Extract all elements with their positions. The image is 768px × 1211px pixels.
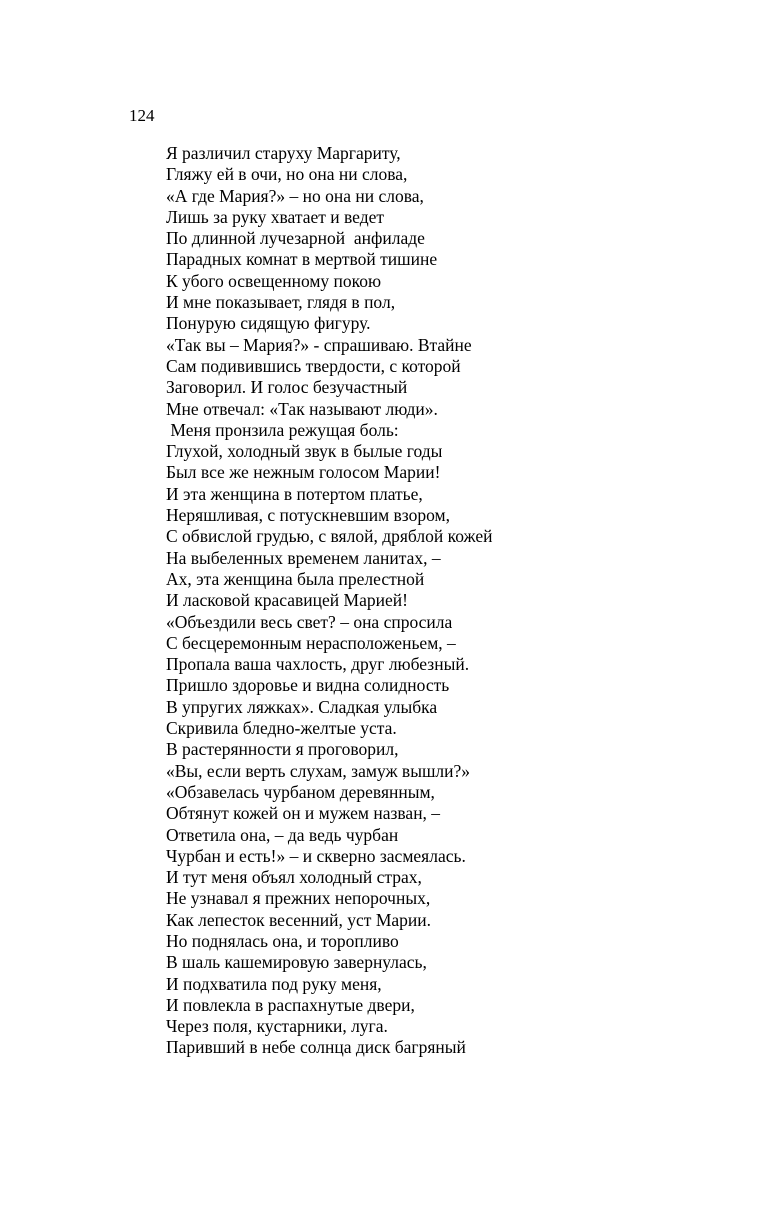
poem-line: В растерянности я проговорил,	[166, 739, 399, 760]
poem-line: Парадных комнат в мертвой тишине	[166, 249, 438, 270]
poem-line: Не узнавал я прежних непорочных,	[166, 888, 431, 909]
poem-line: И ласковой красавицей Марией!	[166, 590, 408, 611]
poem-line: И мне показывает, глядя в пол,	[166, 292, 396, 313]
poem-line: Пришло здоровье и видна солидность	[166, 675, 450, 696]
poem-line: Чурбан и есть!» – и скверно засмеялась.	[166, 845, 466, 866]
poem-line: Понурую сидящую фигуру.	[166, 313, 371, 334]
poem-line: «Так вы – Мария?» - спрашиваю. Втайне	[166, 334, 472, 355]
poem-line: Сам подивившись твердости, с которой	[166, 355, 461, 376]
page-number: 124	[129, 106, 155, 125]
poem-line: Как лепесток весенний, уст Марии.	[166, 909, 432, 930]
poem-line: Пропала ваша чахлость, друг любезный.	[166, 654, 470, 675]
poem-text	[166, 143, 726, 1059]
poem-line: Заговорил. И голос безучастный	[166, 377, 408, 398]
poem-line: Лишь за руку хватает и ведет	[166, 206, 385, 227]
poem-line: И подхватила под руку меня,	[166, 973, 382, 994]
poem-line: Через поля, кустарники, луга.	[166, 1016, 388, 1037]
poem-line: Я различил старуху Маргариту,	[166, 143, 401, 163]
poem-line: «Объездили весь свет? – она спросила	[166, 611, 453, 632]
poem-line: «Обзавелась чурбаном деревянным,	[166, 781, 435, 802]
poem-line: Но поднялась она, и торопливо	[166, 930, 399, 951]
poem-line: В упругих ляжках». Сладкая улыбка	[166, 696, 438, 717]
poem-line: Был все же нежным голосом Марии!	[166, 462, 441, 483]
poem-line: На выбеленных временем ланитах, –	[166, 547, 441, 568]
poem-line: И повлекла в распахнутые двери,	[166, 994, 415, 1015]
poem-line: И тут меня объял холодный страх,	[166, 867, 422, 888]
poem-line: По длинной лучезарной анфиладе	[166, 228, 425, 249]
poem-line: Гляжу ей в очи, но она ни слова,	[166, 164, 408, 185]
poem-line: «Вы, если верть слухам, замуж вышли?»	[166, 760, 471, 781]
poem-line: К убого освещенному покою	[166, 270, 382, 291]
poem-line: И эта женщина в потертом платье,	[166, 483, 423, 504]
poem-line: Обтянут кожей он и мужем назван, –	[166, 803, 441, 824]
poem-line: «А где Мария?» – но она ни слова,	[166, 185, 424, 206]
poem-line: Скривила бледно-желтые уста.	[166, 718, 397, 739]
poem-line: Ах, эта женщина была прелестной	[166, 568, 425, 589]
poem-line: Меня пронзила режущая боль:	[166, 419, 399, 440]
poem-line: Паривший в небе солнца диск багряный	[166, 1037, 466, 1058]
poem-line: В шаль кашемировую завернулась,	[166, 952, 427, 973]
poem-line: С обвислой грудью, с вялой, дряблой кожей	[166, 526, 493, 547]
poem-line: С бесцеремонным нерасположеньем, –	[166, 632, 456, 653]
poem-line: Ответила она, – да ведь чурбан	[166, 824, 399, 845]
poem-line: Мне отвечал: «Так называют люди».	[166, 398, 438, 419]
poem-line: Неряшливая, с потускневшим взором,	[166, 505, 450, 526]
poem-line: Глухой, холодный звук в былые годы	[166, 441, 443, 462]
